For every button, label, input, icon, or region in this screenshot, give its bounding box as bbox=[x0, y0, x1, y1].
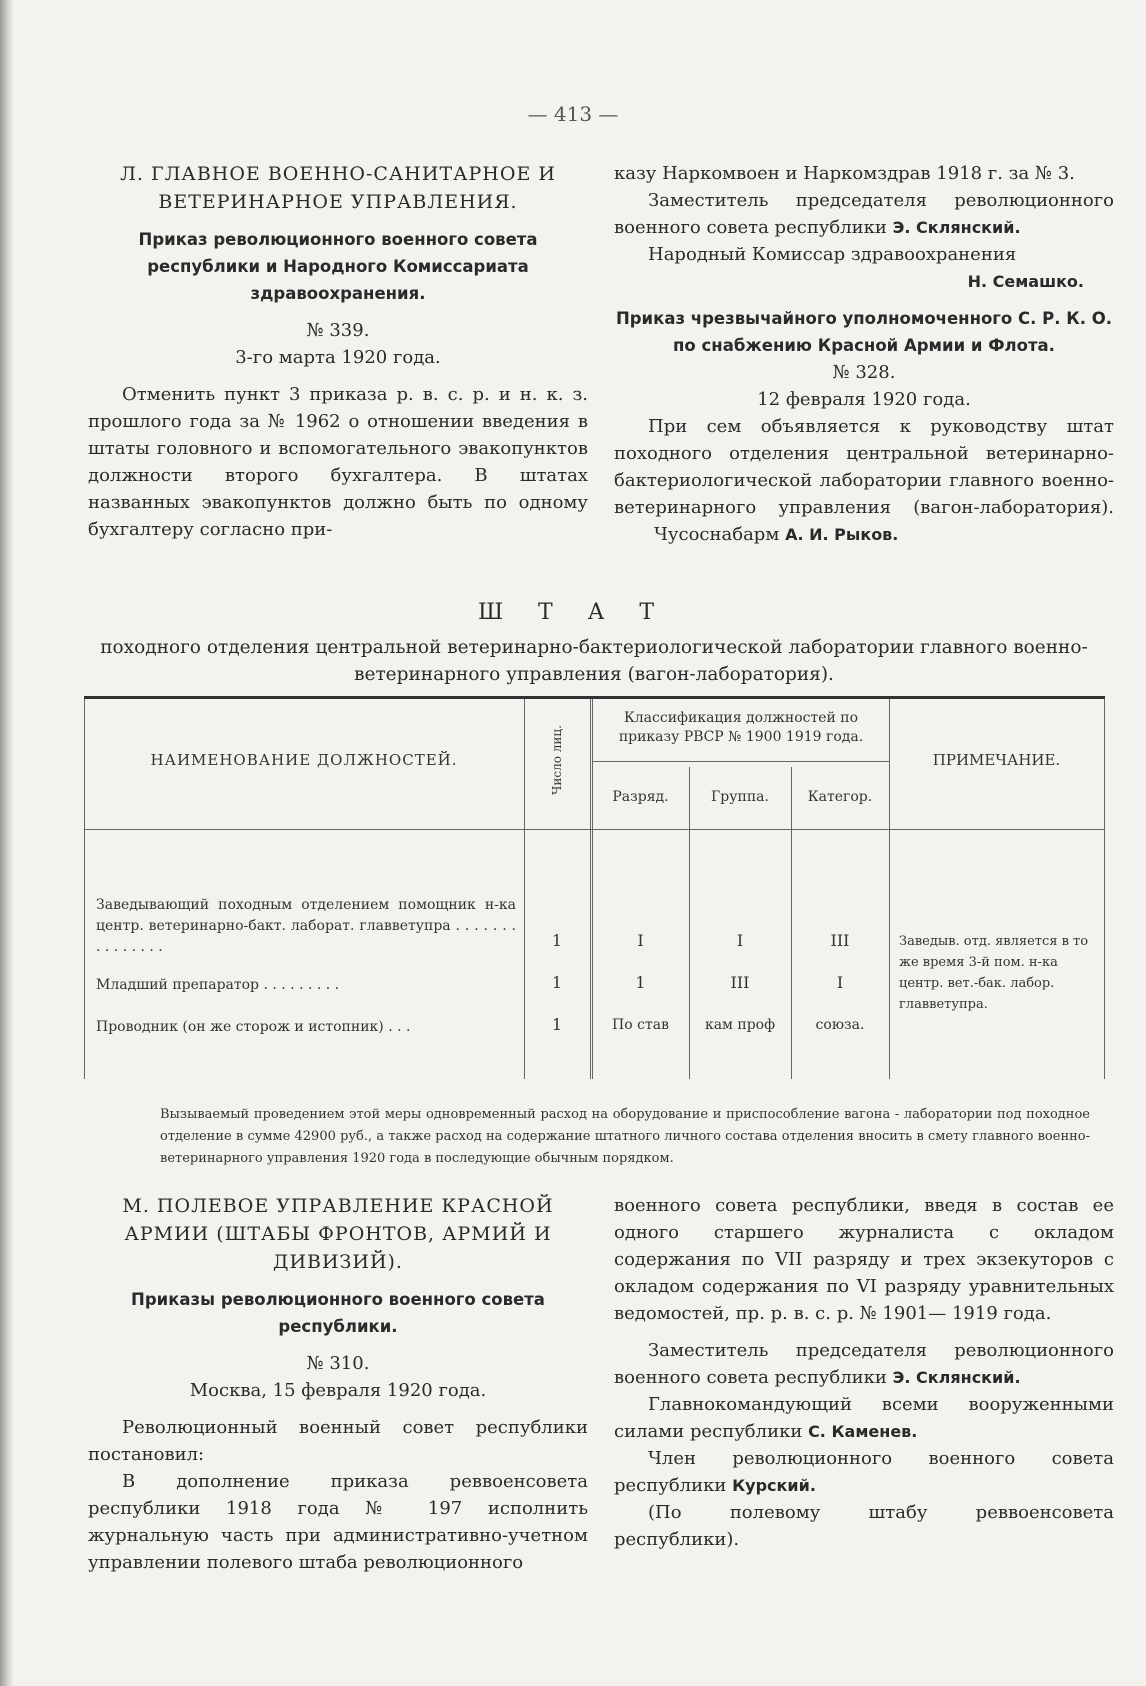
signature-title: Народный Комиссар здравоохранения bbox=[648, 244, 1017, 265]
page-number: — 413 — bbox=[527, 102, 619, 126]
left-top-column bbox=[88, 160, 588, 543]
signature-block bbox=[614, 1391, 1114, 1445]
shtat-title: Ш Т А Т bbox=[477, 600, 669, 625]
col-header-name: НАИМЕНОВАНИЕ ДОЛЖНОСТЕЙ. bbox=[150, 751, 458, 769]
table-cell-category: союза. bbox=[815, 1017, 865, 1033]
col-header-count: Число лиц. bbox=[550, 725, 564, 795]
closing-note: (По полевому штабу реввоенсовета республики). bbox=[614, 1502, 1114, 1550]
col-header-classification: Классификация должностей по приказу РВСР № 1900 1919 года. bbox=[618, 710, 864, 745]
order-number: № 310. bbox=[306, 1353, 370, 1374]
table-cell-rank: По став bbox=[612, 1017, 669, 1033]
signature-block bbox=[614, 241, 1114, 268]
table-cell-group: кам проф bbox=[704, 1017, 776, 1033]
table-cell-category: III bbox=[830, 931, 850, 950]
col-header-category: Категор. bbox=[807, 789, 873, 805]
signature-block bbox=[614, 187, 1114, 241]
table-row-name: Заведывающий походным отделением помощник н-ка центр. ветеринарно-бакт. лаборат. главветупра . . . . . . . . . . . . . . . bbox=[96, 897, 516, 955]
col-header-group: Группа. bbox=[711, 789, 769, 805]
order-number: № 339. bbox=[306, 320, 370, 341]
right-top-column bbox=[614, 160, 1114, 548]
staff-table bbox=[84, 696, 1105, 1079]
signature-name: Э. Склянский. bbox=[892, 1368, 1021, 1387]
table-cell-group: III bbox=[730, 973, 750, 992]
right-bottom-column bbox=[614, 1192, 1114, 1553]
footnote: Вызываемый проведением этой меры одновременный расход на оборудование и приспособление вагона - лаборатории под походное отделение в сумме 42900 руб., а также расход на содержание штатного личного состава отделения вносить в смету главного военно-ветеринарного управления 1920 года в последующие обычным порядком. bbox=[160, 1107, 1090, 1166]
order-title: Приказ чрезвычайного уполномоченного С. Р. К. О. по снабжению Красной Армии и Флота. bbox=[615, 309, 1113, 355]
order-title: Приказ революционного военного совета республики и Народного Комиссариата здравоохранения. bbox=[138, 230, 538, 303]
table-cell-count: 1 bbox=[551, 1015, 563, 1034]
order-text-continued: казу Наркомвоен и Наркомздрав 1918 г. за № 3. bbox=[614, 163, 1075, 184]
table-cell-group: I bbox=[736, 931, 744, 950]
left-bottom-column bbox=[88, 1192, 588, 1576]
signature-block bbox=[614, 1337, 1114, 1391]
col-header-rank: Разряд. bbox=[612, 789, 669, 805]
signature-title: Член революционного военного совета республики bbox=[614, 1448, 1114, 1496]
table-row-name: Младший препаратор . . . . . . . . . bbox=[96, 977, 340, 993]
scan-edge bbox=[0, 0, 14, 1686]
order-number: № 328. bbox=[832, 362, 896, 383]
shtat-subtitle: походного отделения центральной ветеринарно-бактериологической лаборатории главного военно-ветеринарного управления (вагон-лаборатория). bbox=[100, 637, 1088, 685]
table-note: Заведыв. отд. является в то же время 3-й пом. н-ка центр. вет.-бак. лабор. главветупра. bbox=[899, 934, 1089, 1012]
table-cell-category: I bbox=[836, 973, 844, 992]
order-text: Отменить пункт 3 приказа р. в. с. р. и н. к. з. прошлого года за № 1962 о отношении введения в штаты головного и вспомогательного эвакопунктов должности второго бухгалтера. В штатах названных эвакопунктов должно быть по одному бухгалтеру согласно при- bbox=[88, 384, 588, 540]
signature-name: А. И. Рыков. bbox=[785, 525, 899, 544]
signature-title: Заместитель председателя революционного военного совета республики bbox=[614, 190, 1114, 238]
table-cell-count: 1 bbox=[551, 931, 563, 950]
order-date: Москва, 15 февраля 1920 года. bbox=[189, 1380, 487, 1401]
order-text: Революционный военный совет республики постановил: bbox=[88, 1417, 588, 1465]
order-text-body: При сем объявляется к руководству штат походного отделения центральной ветеринарно-бактериологической лаборатории главного военно-ветеринарного управления (вагон-лаборатория). bbox=[614, 416, 1114, 518]
col-header-note: ПРИМЕЧАНИЕ. bbox=[932, 751, 1061, 769]
order-date: 3-го марта 1920 года. bbox=[235, 347, 441, 368]
signature-title: Главнокомандующий всеми вооруженными силами республики bbox=[614, 1394, 1114, 1442]
signature-title: Чусоснабарм bbox=[654, 524, 780, 545]
table-row-name: Проводник (он же сторож и истопник) . . . bbox=[96, 1019, 411, 1035]
table-cell-rank: 1 bbox=[635, 973, 646, 992]
signature-name: С. Каменев. bbox=[808, 1422, 918, 1441]
signature-name: Э. Склянский. bbox=[892, 218, 1021, 237]
signature-name: Н. Семашко. bbox=[967, 272, 1084, 291]
table-cell-count: 1 bbox=[551, 973, 563, 992]
order-title: Приказы революционного военного совета республики. bbox=[131, 1290, 545, 1336]
signature-name: Курский. bbox=[732, 1476, 816, 1495]
signature-block bbox=[614, 1445, 1114, 1499]
order-text: В дополнение приказа реввоенсовета республики 1918 года № 197 исполнить журнальную часть при административно-учетном управлении полевого штаба революционного bbox=[88, 1471, 588, 1573]
signature-title: Заместитель председателя революционного военного совета республики bbox=[614, 1340, 1114, 1388]
order-text-continued: военного совета республики, введя в состав ее одного старшего журналиста с окладом содержания по VII разряду и трех экзекуторов с окладом содержания по VI разряду уравнительных ведомостей, пр. р. в. с. р. № 1901— 1919 года. bbox=[614, 1195, 1114, 1324]
table-cell-rank: I bbox=[637, 931, 644, 950]
order-date: 12 февраля 1920 года. bbox=[757, 389, 971, 410]
section-heading-l: Л. ГЛАВНОЕ ВОЕННО-САНИТАРНОЕ И ВЕТЕРИНАРНОЕ УПРАВЛЕНИЯ. bbox=[120, 163, 556, 213]
order-text bbox=[614, 413, 1114, 548]
section-heading-m: М. ПОЛЕВОЕ УПРАВЛЕНИЕ КРАСНОЙ АРМИИ (ШТАБЫ ФРОНТОВ, АРМИЙ И ДИВИЗИЙ). bbox=[122, 1195, 554, 1273]
